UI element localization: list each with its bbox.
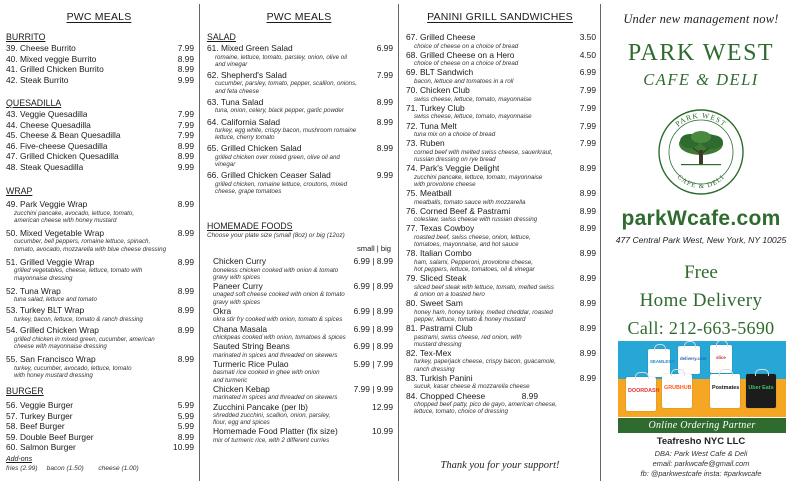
item-description: grilled chicken in mixed green, cucumber, american (14, 335, 155, 343)
home-delivery-label: Home Delivery (639, 290, 763, 311)
item-price: 7.99 (579, 138, 596, 149)
item-price: 7.99 (177, 130, 194, 140)
list-item (6, 109, 194, 120)
item-name: 64. California Salad (207, 116, 281, 127)
panini-list (406, 32, 596, 415)
item-name: 75. Meatball (406, 188, 452, 199)
list-item (6, 228, 194, 253)
salad-list (207, 43, 393, 195)
item-price: 9.99 (376, 170, 393, 181)
item-description: chickpeas cooked with onion, tomatoes & spices (213, 334, 346, 342)
column-title: PANINI GRILL SANDWICHES (427, 11, 573, 23)
doordash-bag-icon: DOORDASH (626, 377, 656, 411)
list-item (406, 188, 596, 206)
list-item (406, 163, 596, 188)
item-name: Paneer Curry (213, 280, 263, 291)
item-price: 8.99 (177, 256, 194, 267)
list-item (6, 75, 194, 86)
delivery-com-bag-icon: delivery.com (678, 346, 700, 374)
item-price: 7.99 (177, 119, 194, 130)
item-description: roasted beef, swiss cheese, onion, lettuce, (414, 233, 531, 241)
burrito-list (6, 43, 194, 85)
brand-subtitle: CAFE & DELI (643, 70, 759, 89)
item-description: vinegar (215, 161, 236, 169)
list-item (213, 281, 393, 306)
list-item (213, 341, 393, 359)
list-item (406, 206, 596, 224)
item-name: 76. Corned Beef & Pastrami (406, 205, 511, 216)
section-title-quesadilla: QUESADILLA (6, 98, 62, 108)
delivery-apps-banner (618, 341, 786, 417)
list-item (406, 298, 596, 323)
list-item (406, 323, 596, 348)
item-description: flour, egg and spices (213, 419, 270, 427)
item-description: tuna salad, lettuce and tomato (14, 296, 97, 304)
item-name: Sauted String Beans (213, 341, 290, 352)
wrap-list (6, 199, 194, 379)
item-name: Chana Masala (213, 323, 268, 334)
item-description: and feta cheese (215, 87, 260, 95)
free-label: Free (684, 262, 718, 283)
item-name: 83. Turkish Panini (406, 372, 473, 383)
item-price: 8.99 (177, 354, 194, 365)
item-name: 45. Cheese & Bean Quesadilla (6, 130, 121, 140)
item-price: 8.99 (579, 205, 596, 216)
item-name: 84. Chopped Cheese (406, 390, 486, 401)
item-description: okra stir fry cooked with onion, tomato & spices (213, 316, 343, 324)
item-price: 10.99 (372, 426, 393, 437)
address: 477 Central Park West, New York, NY 10025 (615, 235, 787, 245)
item-name: 49. Park Veggie Wrap (6, 199, 88, 209)
item-price: 6.99 | 8.99 (353, 323, 393, 334)
item-price: 10.99 (173, 442, 194, 452)
item-description: grilled chicken, romaine lettuce, croutons, mixed (215, 180, 348, 188)
item-name: 47. Grilled Chicken Quesadilla (6, 151, 119, 161)
item-price: 8.99 (579, 188, 596, 199)
section-title-homemade: HOMEMADE FOODS (207, 221, 293, 231)
item-name: 48. Steak Quesadilla (6, 161, 84, 172)
item-price: 6.99 (376, 43, 393, 53)
item-price: 8.99 (579, 248, 596, 259)
list-item (6, 411, 194, 422)
item-price: 8.99 (579, 163, 596, 174)
item-price: 8.99 (177, 325, 194, 336)
item-description: coleslaw, swiss cheese with russian dressing (414, 216, 538, 224)
seamless-bag-icon: SEAMLESS (648, 349, 670, 377)
item-name: Chicken Kebap (213, 383, 270, 394)
item-price: 6.99 | 8.99 (353, 305, 393, 316)
item-name: 55. San Francisco Wrap (6, 354, 96, 365)
item-description: with provolone cheese (414, 180, 476, 188)
item-description: chopped beef patty, pico de gayo, american cheese, (414, 401, 557, 409)
item-description: & onion on a toasted hero (414, 290, 485, 298)
thank-you-note: Thank you for your support! (440, 460, 560, 471)
item-price: 6.99 | 8.99 (353, 341, 393, 352)
item-description: turkey, bacon, lettuce, tomato & ranch dressing (14, 315, 143, 323)
item-name: 53. Turkey BLT Wrap (6, 305, 85, 316)
company-name: Teafresho NYC LLC (656, 436, 746, 447)
item-description: cheese with mayonnaise dressing (14, 342, 107, 350)
item-name: 67. Grilled Cheese (406, 32, 476, 42)
item-name: 77. Texas Cowboy (406, 223, 475, 234)
item-price: 5.99 (177, 421, 194, 431)
list-item (406, 138, 596, 163)
item-price: 7.99 (177, 43, 194, 53)
item-name: 52. Tuna Wrap (6, 285, 61, 296)
item-price: 8.99 (177, 227, 194, 238)
item-description: honey ham, honey turkey, melted cheddar, roasted (414, 308, 553, 316)
item-name: 69. BLT Sandwich (406, 67, 474, 78)
list-item (406, 348, 596, 373)
list-item (207, 170, 393, 195)
list-item (207, 117, 393, 142)
item-description: tuna, onion, celery, black pepper, garlic powder (215, 107, 344, 115)
list-item (207, 97, 393, 115)
list-item (406, 248, 596, 273)
item-name: 54. Grilled Chicken Wrap (6, 325, 99, 336)
list-item (6, 432, 194, 443)
item-description: grilled vegetables, cheese, lettuce, tomato with (14, 267, 143, 275)
list-item (6, 305, 194, 323)
list-item (207, 43, 393, 68)
list-item (6, 257, 194, 282)
list-item (6, 325, 194, 350)
item-price: 6.99 | 8.99 (353, 280, 393, 291)
item-description: ranch dressing (414, 365, 455, 373)
item-description: zucchini pancake, avocado, lettuce, tomato, (14, 209, 135, 217)
new-management-banner: Under new management now! (623, 12, 779, 26)
item-name: 82. Tex-Mex (406, 347, 452, 358)
item-price: 8.99 (579, 223, 596, 234)
item-name: 50. Mixed Vegetable Wrap (6, 227, 105, 238)
item-description: pepper, lettuce, tomato & honey mustard (414, 315, 526, 323)
list-item (6, 120, 194, 131)
item-price: 6.99 (579, 67, 596, 78)
item-description: and vinegar (215, 60, 248, 68)
item-price: 8.99 (177, 64, 194, 74)
item-name: 61. Mixed Green Salad (207, 43, 293, 53)
item-description: turkey, cucumber, avocado, lettuce, tomato (14, 364, 132, 372)
item-description: sucuk, kasar cheese & mozzarella cheese (414, 383, 530, 391)
item-description: grilled chicken over mixed green, olive oil and (215, 153, 340, 161)
list-item (406, 85, 596, 103)
grubhub-bag-icon: GRUBHUB (662, 374, 692, 408)
list-item (6, 151, 194, 162)
item-name: 79. Sliced Steak (406, 273, 467, 284)
item-name: 43. Veggie Quesadilla (6, 109, 88, 119)
list-item (213, 402, 393, 427)
list-item (6, 141, 194, 152)
item-description: gravy with spices (213, 273, 261, 281)
list-item (406, 373, 596, 391)
item-name: 72. Tuna Melt (406, 120, 457, 131)
list-item (6, 400, 194, 411)
item-description: turkey, egg white, crispy bacon, mushroom romaine (215, 127, 357, 135)
item-name: 80. Sweet Sam (406, 298, 463, 309)
item-price: 8.99 (579, 298, 596, 309)
item-name: 73. Ruben (406, 138, 445, 149)
item-price: 4.50 (579, 49, 596, 60)
item-name: 56. Veggie Burger (6, 400, 74, 410)
column-pwc-meals-1 (0, 0, 198, 485)
item-description: tomato, avocado, mozzarella with blue cheese dressing (14, 245, 167, 253)
item-name: 51. Grilled Veggie Wrap (6, 256, 95, 267)
item-price: 5.99 | 7.99 (353, 358, 393, 369)
list-item (213, 256, 393, 281)
column-title: PWC MEALS (66, 11, 132, 23)
logo-top-text: PARK WEST (673, 110, 729, 129)
list-item (406, 67, 596, 85)
list-item (406, 273, 596, 298)
item-description: turkey, paperjack cheese, crispy bacon, guacamole, (414, 358, 556, 366)
item-description: with honey mustard dressing (14, 371, 93, 379)
item-description: marinated in spices and threaded on skewers (213, 394, 338, 402)
item-price: 8.99 (579, 347, 596, 358)
quesadilla-list (6, 109, 194, 172)
column-panini (400, 0, 600, 485)
plate-size-note: Choose your plate size (small (8oz) or big (12oz) (207, 232, 345, 239)
item-name: 70. Chicken Club (406, 85, 470, 96)
item-description: mustard dressing (414, 340, 462, 348)
logo-bottom-text: CAFE & DELI (675, 173, 727, 191)
item-description: swiss cheese, lettuce, tomato, mayonnaise (414, 95, 532, 103)
item-name: 60. Salmon Burger (6, 442, 76, 452)
addons-list: fries (2.99) bacon (1.50) cheese (1.00) (6, 465, 139, 472)
item-price: 7.99 (579, 120, 596, 131)
item-price: 8.99 (177, 305, 194, 316)
item-name: 78. Italian Combo (406, 248, 472, 259)
burger-list (6, 400, 194, 453)
slice-bag-icon: slice (710, 345, 732, 373)
item-name: 66. Grilled Chicken Ceaser Salad (207, 170, 331, 181)
item-name: 40. Mixed veggie Burrito (6, 53, 97, 64)
homemade-list (213, 256, 393, 444)
item-price: 8.99 (376, 96, 393, 107)
phone-number[interactable]: Call: 212-663-5690 (627, 318, 775, 338)
item-description: hot peppers, lettuce, tomatoes, oil & vinegar (414, 266, 535, 274)
item-price: 8.99 (579, 323, 596, 334)
column-pwc-meals-2 (201, 0, 397, 485)
item-description: unaged soft cheese cooked with onion & tomato (213, 291, 345, 299)
item-name: 71. Turkey Club (406, 102, 465, 113)
item-description: tuna mix on a choice of bread (414, 131, 496, 139)
item-name: 39. Cheese Burrito (6, 43, 76, 53)
item-name: 63. Tuna Salad (207, 96, 264, 107)
uber-eats-bag-icon: Uber Eats (746, 374, 776, 408)
list-item (406, 50, 596, 68)
item-description: basmati rice cooked in ghee with onion (213, 369, 320, 377)
list-item (6, 442, 194, 453)
item-price: 8.99 (177, 53, 194, 64)
item-price: 12.99 (372, 401, 393, 412)
list-item (6, 421, 194, 432)
item-description: choice of cheese on a choice of bread (414, 60, 519, 68)
addons-title: Add-ons (6, 456, 33, 463)
item-price: 6.99 | 8.99 (353, 256, 393, 266)
item-price: 7.99 (177, 109, 194, 119)
item-description: swiss cheese, lettuce, tomato, mayonnaise (414, 113, 532, 121)
list-item (6, 354, 194, 379)
list-item (6, 286, 194, 304)
size-header: small | big (356, 244, 391, 253)
item-price: 8.99 (521, 390, 538, 401)
item-name: Chicken Curry (213, 256, 267, 266)
item-description: american cheese with honey mustard (14, 216, 117, 224)
item-price: 9.99 (177, 74, 194, 85)
list-item (6, 162, 194, 173)
item-name: Zucchini Pancake (per lb) (213, 401, 308, 412)
list-item (213, 359, 393, 384)
list-item (207, 143, 393, 168)
item-price: 8.99 (579, 273, 596, 284)
list-item (6, 199, 194, 224)
item-description: mayonnaise dressing (14, 274, 73, 282)
item-description: romaine, lettuce, tomato, parsley, onion, olive oil (215, 53, 347, 61)
item-price: 8.99 (177, 199, 194, 209)
item-price: 7.99 (579, 85, 596, 96)
list-item (6, 43, 194, 54)
item-name: 41. Grilled Chicken Burrito (6, 64, 104, 74)
item-description: meatballs, tomato sauce with mozzarella (414, 198, 526, 206)
item-name: 44. Cheese Quesadilla (6, 119, 91, 130)
list-item (213, 426, 393, 444)
item-description: cucumber, parsley, tomato, pepper, scallion, onions, (215, 80, 357, 88)
item-name: 58. Beef Burger (6, 421, 65, 431)
item-price: 5.99 (177, 410, 194, 421)
item-description: and turmeric (213, 376, 248, 384)
item-name: 81. Pastrami Club (406, 323, 473, 334)
tree-logo-icon (657, 108, 745, 196)
item-description: zucchini pancake, lettuce, tomato, mayonnaise (414, 173, 543, 181)
list-item (213, 384, 393, 402)
website-link[interactable]: parkWcafe.com (621, 207, 781, 230)
item-description: mix of turmeric rice, with 2 different curries (213, 436, 330, 444)
section-title-burger: BURGER (6, 386, 44, 396)
item-description: tomatoes, mayonnaise, and hot sauce (414, 241, 519, 249)
item-price: 8.99 (376, 143, 393, 154)
item-price: 8.99 (177, 151, 194, 161)
item-name: 57. Turkey Burger (6, 410, 73, 421)
item-price: 8.99 (177, 431, 194, 442)
item-description: pastrami, swiss cheese, red onion, with (414, 333, 522, 341)
item-description: ham, salami, Pepperoni, provolone cheese, (414, 258, 534, 266)
item-description: lettuce, cherry tomato (215, 134, 275, 142)
item-name: 42. Steak Burrito (6, 74, 69, 85)
brand-name: PARK WEST (627, 40, 775, 66)
list-item (6, 54, 194, 65)
item-name: 62. Shepherd's Salad (207, 69, 287, 80)
online-ordering-partner: Online Ordering Partner (618, 418, 786, 433)
list-item (406, 391, 596, 416)
postmates-bag-icon: Postmates (710, 374, 740, 408)
item-description: lettuce, tomato, choice of dressing (414, 408, 508, 416)
item-description: gravy with spices (213, 298, 261, 306)
section-title-burrito: BURRITO (6, 32, 46, 42)
item-description: bacon, lettuce and tomatoes in a roll (414, 77, 514, 85)
item-description: shredded zucchini, scallion, onion, parsley, (213, 412, 331, 420)
column-divider (199, 4, 200, 481)
item-price: 5.99 (177, 400, 194, 410)
item-name: 68. Grilled Cheese on a Hero (406, 49, 515, 60)
item-name: 46. Five-cheese Quesadilla (6, 140, 108, 151)
item-description: cheese, grape tomatoes (215, 188, 282, 196)
column-divider (600, 4, 601, 481)
list-item (213, 306, 393, 324)
item-description: marinated in spices and threaded on skewers (213, 351, 338, 359)
item-price: 7.99 (376, 69, 393, 80)
item-price: 9.99 (177, 161, 194, 172)
item-price: 7.99 | 9.99 (353, 383, 393, 394)
item-description: russian dressing on rye bread (414, 155, 496, 163)
column-title: PWC MEALS (266, 11, 332, 23)
item-description: boneless chicken cooked with onion & tomato (213, 266, 339, 274)
item-name: Okra (213, 305, 232, 316)
item-price: 3.50 (579, 32, 596, 42)
item-price: 8.99 (376, 116, 393, 127)
list-item (406, 32, 596, 50)
item-name: 65. Grilled Chicken Salad (207, 143, 302, 154)
list-item (406, 121, 596, 139)
list-item (6, 130, 194, 141)
dba-line: DBA: Park West Cafe & Deli (654, 449, 748, 458)
item-name: Turmeric Rice Pulao (213, 358, 289, 369)
social-handles[interactable]: fb: @parkwestcafe insta: #parkwcafe (640, 469, 762, 478)
item-price: 8.99 (177, 285, 194, 296)
list-item (406, 223, 596, 248)
list-item (406, 103, 596, 121)
item-price: 8.99 (177, 140, 194, 151)
item-name: 59. Double Beef Burger (6, 431, 94, 442)
item-name: Homemade Food Platter (fix size) (213, 426, 338, 437)
item-price: 7.99 (579, 102, 596, 113)
section-title-wrap: WRAP (6, 186, 33, 196)
item-price: 8.99 (579, 372, 596, 383)
list-item (207, 70, 393, 95)
item-description: choice of cheese on a choice of bread (414, 42, 519, 50)
section-title-salad: SALAD (207, 32, 236, 42)
item-name: 74. Park's Veggie Delight (406, 163, 500, 174)
item-description: sliced beef steak with lettuce, tomato, melted swiss (414, 283, 554, 291)
item-description: cucumber, bell peppers, romaine lettuce, spinach, (14, 238, 151, 246)
list-item (6, 64, 194, 75)
email-link[interactable]: email: parkwcafe@gmail.com (652, 459, 750, 468)
column-divider (398, 4, 399, 481)
item-description: corned beef with melted swiss cheese, sauerkraut, (414, 148, 553, 156)
brand-panel (602, 0, 800, 485)
list-item (213, 324, 393, 342)
